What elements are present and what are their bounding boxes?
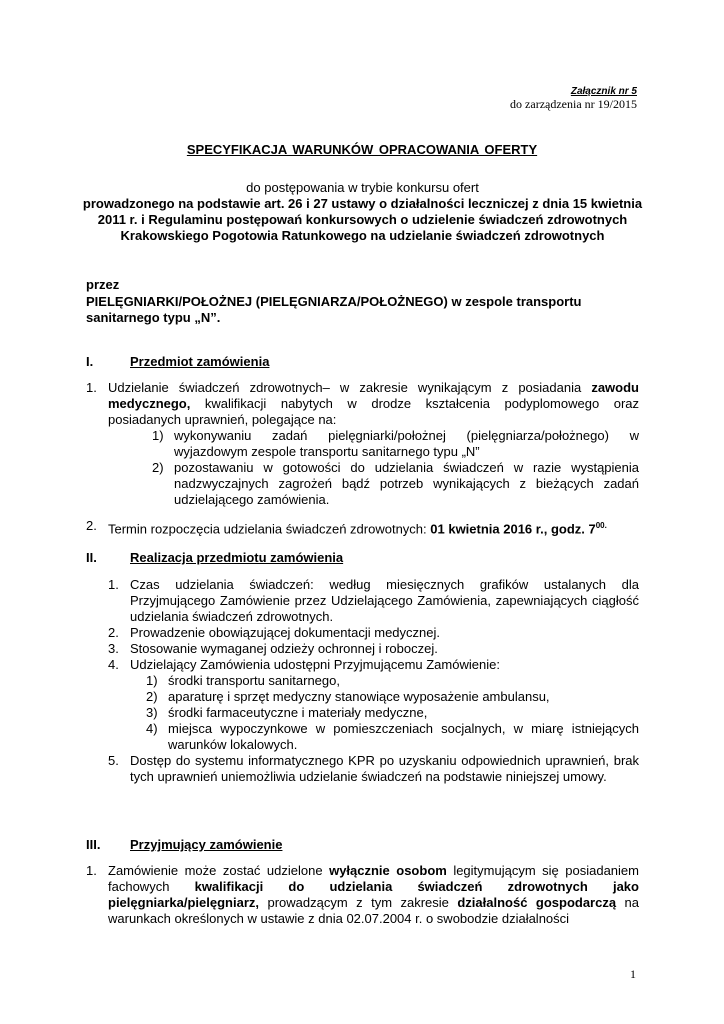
section-2-item-3 bbox=[108, 641, 639, 657]
sub-text: środki transportu sanitarnego, bbox=[168, 673, 340, 688]
item-text: Dostęp do systemu informatycznego KPR po uzyskaniu odpowiednich uprawnień, brak tych uprawnień uniemożliwia udzielanie świadczeń na podstawie niniejszej umowy. bbox=[130, 753, 639, 784]
item-text: na warunkach określonych w ustawie z dnia 02.07.2004 r. o swobodzie działalności bbox=[108, 895, 640, 926]
section-1-sub-1 bbox=[152, 428, 639, 460]
section-2-sub-3 bbox=[146, 705, 639, 721]
item-bold: zawodu medycznego, bbox=[108, 380, 639, 411]
item-number: 1. bbox=[86, 380, 97, 395]
item-number: 2. bbox=[86, 518, 97, 533]
section-2-sub-1 bbox=[146, 673, 639, 689]
item-text: Zamówienie może zostać udzielone bbox=[108, 863, 330, 878]
intro-line-2: prowadzonego na podstawie art. 26 i 27 ustawy o działalności leczniczej z dnia 15 kwietnia 2011 r. i Regulaminu postępowań konkursowych o udzielenie świadczeń zdrowotnych Krakowskiego Pogotowia Ratunkowego na udzielanie świadczeń zdrowotnych bbox=[82, 196, 643, 243]
section-2-number: II. bbox=[86, 550, 97, 565]
item-text: Prowadzenie obowiązującej dokumentacji medycznej. bbox=[130, 625, 441, 640]
page-number: 1 bbox=[630, 967, 636, 981]
sub-text: aparaturę i sprzęt medyczny stanowiące wyposażenie ambulansu, bbox=[168, 689, 550, 704]
sub-number: 1) bbox=[146, 673, 158, 688]
section-2-item-2 bbox=[108, 625, 639, 641]
section-2-sub-4 bbox=[146, 721, 639, 753]
item-bold: wyłącznie osobom bbox=[329, 863, 447, 878]
section-3-number: III. bbox=[86, 837, 101, 852]
item-number: 4. bbox=[108, 657, 119, 672]
document-title: SPECYFIKACJA WARUNKÓW OPRACOWANIA OFERTY bbox=[186, 142, 538, 157]
sub-text: środki farmaceutyczne i materiały medyczne, bbox=[168, 705, 428, 720]
item-text: prowadzącym z tym zakresie bbox=[259, 895, 458, 910]
start-time-sup: 00. bbox=[595, 521, 607, 530]
section-2-title: Realizacja przedmiotu zamówienia bbox=[130, 550, 344, 565]
item-number: 3. bbox=[108, 641, 119, 656]
item-text: legitymującym się posiadaniem fachowych bbox=[108, 863, 639, 894]
start-date: 01 kwietnia 2016 r., godz. 7 bbox=[430, 521, 596, 537]
sub-number: 2) bbox=[152, 460, 164, 475]
item-text: Termin rozpoczęcia udzielania świadczeń zdrowotnych: bbox=[108, 521, 431, 537]
sub-number: 4) bbox=[146, 721, 158, 736]
section-1-sub-2 bbox=[152, 460, 639, 508]
section-2-sub-2 bbox=[146, 689, 639, 705]
sub-text: wykonywaniu zadań pielęgniarki/położnej (pielęgniarza/położnego) w wyjazdowym zespole transportu sanitarnego typu „N” bbox=[174, 428, 639, 459]
item-bold: kwalifikacji do udzielania świadczeń zdrowotnych jako pielęgniarka/pielęgniarz, bbox=[108, 879, 639, 910]
sub-number: 3) bbox=[146, 705, 158, 720]
item-number: 5. bbox=[108, 753, 119, 768]
role-description: PIELĘGNIARKI/POŁOŻNEJ (PIELĘGNIARZA/POŁOŻNEGO) w zespole transportu sanitarnego typu „N”. bbox=[86, 294, 582, 325]
item-text: Udzielający Zamówienia udostępni Przyjmującemu Zamówienie: bbox=[130, 657, 500, 672]
intro-block bbox=[80, 180, 645, 244]
item-text: Czas udzielania świadczeń: według miesięcznych grafików ustalanych dla Przyjmującego Zamówienie przez Udzielającego Zamówienia, zapewniających ciągłość udzielania świadczeń zdrowotnych. bbox=[130, 577, 639, 624]
section-3-item-1 bbox=[86, 863, 640, 927]
item-text: kwalifikacji nabytych w drodze kształcenia podyplomowego oraz posiadanych uprawnień, polegające na: bbox=[108, 396, 639, 427]
sub-number: 1) bbox=[152, 428, 164, 443]
przez-label: przez bbox=[86, 277, 120, 292]
item-text: Udzielanie świadczeń zdrowotnych– w zakresie wynikającym z posiadania bbox=[108, 380, 592, 395]
item-bold: działalność gospodarczą bbox=[457, 895, 617, 910]
item-number: 1. bbox=[108, 577, 119, 592]
sub-text: pozostawaniu w gotowości do udzielania świadczeń w razie wystąpienia nadzwyczajnych zagrożeń bądź potrzeb wynikających z bieżących zadań udzielającego zamówienia. bbox=[174, 460, 639, 507]
item-text: Stosowanie wymaganej odzieży ochronnej i roboczej. bbox=[130, 641, 438, 656]
section-2-item-4 bbox=[108, 657, 639, 673]
section-3-title: Przyjmujący zamówienie bbox=[130, 837, 283, 852]
order-reference: do zarządzenia nr 19/2015 bbox=[510, 97, 637, 111]
section-2-item-1 bbox=[108, 577, 639, 625]
section-1-number: I. bbox=[86, 354, 94, 369]
intro-line-1: do postępowania w trybie konkursu ofert bbox=[246, 180, 479, 195]
section-1-item-1 bbox=[86, 380, 639, 428]
sub-number: 2) bbox=[146, 689, 158, 704]
annex-label: Załącznik nr 5 bbox=[570, 86, 637, 97]
section-1-item-2 bbox=[86, 518, 648, 537]
item-number: 1. bbox=[86, 863, 97, 878]
item-number: 2. bbox=[108, 625, 119, 640]
section-1-title: Przedmiot zamówienia bbox=[130, 354, 270, 369]
section-2-item-5 bbox=[108, 753, 639, 785]
sub-text: miejsca wypoczynkowe w pomieszczeniach socjalnych, w miarę istniejących warunków lokalowych. bbox=[168, 721, 639, 752]
